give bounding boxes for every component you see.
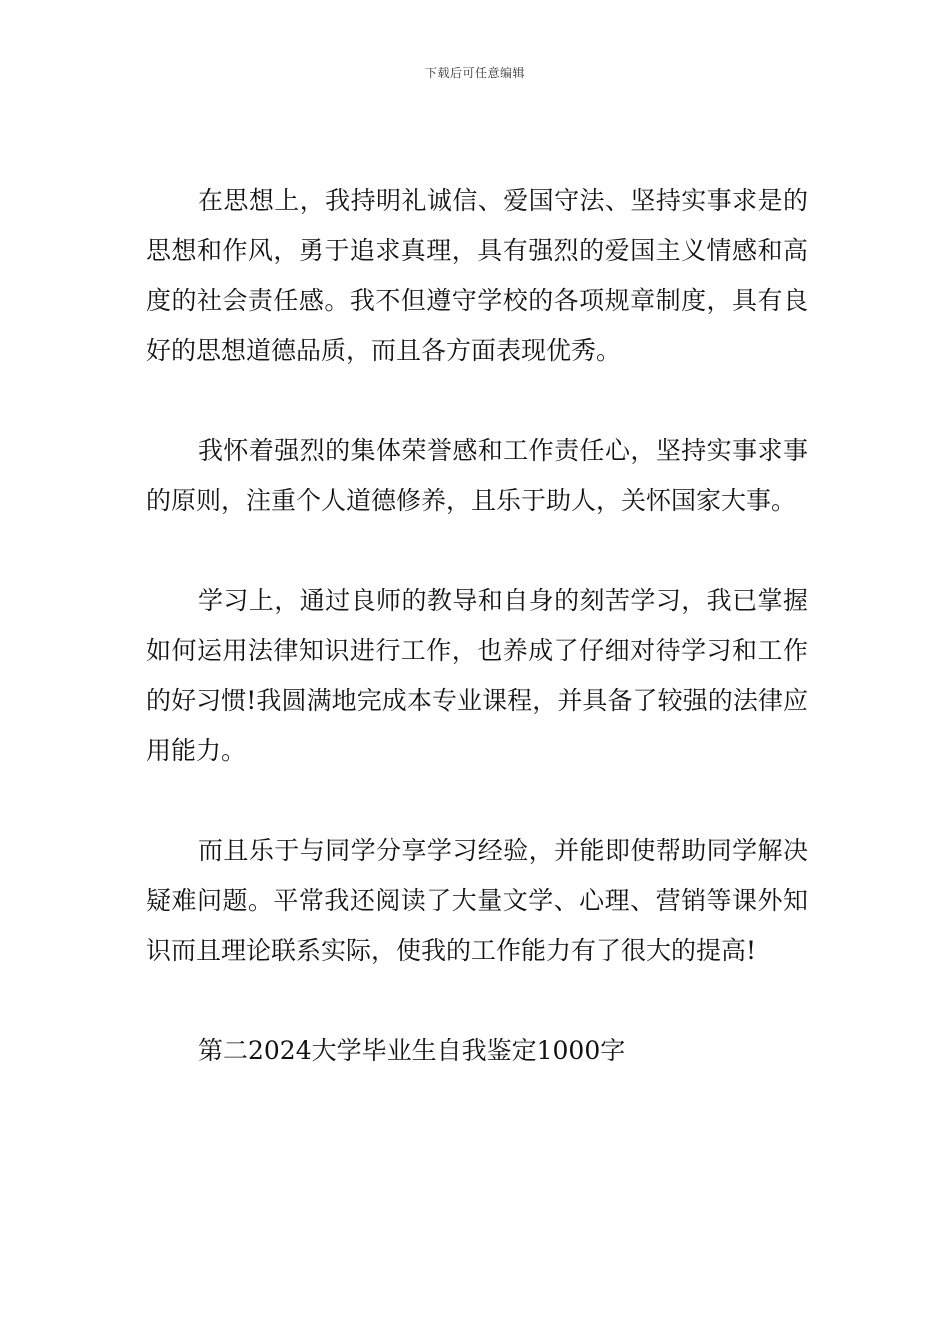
paragraph-ideology: 在思想上，我持明礼诚信、爱国守法、坚持实事求是的思想和作风，勇于追求真理，具有强烈的爱国主义情感和高度的社会责任感。我不但遵守学校的各项规章制度，具有良好的思想道德品质，而且各方面表现优秀。 bbox=[146, 186, 808, 365]
section-heading: 第二2024大学毕业生自我鉴定1000字 bbox=[198, 1036, 626, 1065]
paragraph-sharing: 而且乐于与同学分享学习经验，并能即使帮助同学解决疑难问题。平常我还阅读了大量文学、心理、营销等课外知识而且理论联系实际，使我的工作能力有了很大的提高! bbox=[146, 836, 808, 965]
document-body bbox=[146, 176, 808, 1076]
paragraph-collective-honor: 我怀着强烈的集体荣誉感和工作责任心，坚持实事求事的原则，注重个人道德修养，且乐于助人，关怀国家大事。 bbox=[146, 436, 808, 515]
paragraph-study: 学习上，通过良师的教导和自身的刻苦学习，我已掌握如何运用法律知识进行工作，也养成了仔细对待学习和工作的好习惯!我圆满地完成本专业课程，并具备了较强的法律应用能力。 bbox=[146, 586, 808, 765]
page-header: 下载后可任意编辑 bbox=[424, 66, 525, 80]
